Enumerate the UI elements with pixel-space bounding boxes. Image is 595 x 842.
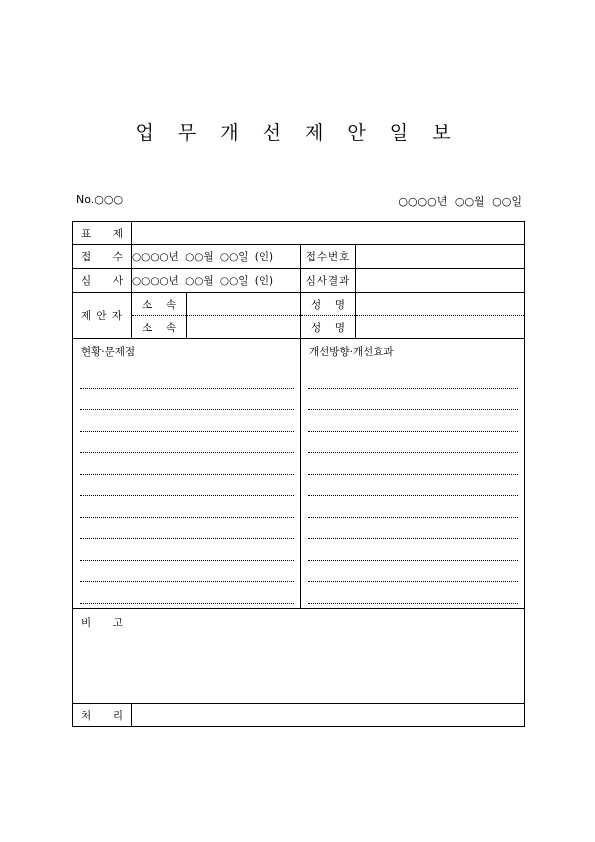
review-date[interactable]: ○○○○년 ○○월 ○○일 (인) (132, 269, 301, 293)
subject-row (73, 222, 525, 245)
improvement-lines (308, 367, 518, 604)
receipt-row (73, 245, 525, 269)
current-issues-title: 현황·문제점 (81, 346, 136, 358)
processing-label: 처 리 (73, 704, 132, 727)
dept-field-1[interactable] (187, 293, 301, 316)
document-title: 업 무 개 선 제 안 일 보 (135, 122, 460, 144)
improvement-title: 개선방향·개선효과 (309, 346, 394, 358)
proposer-label: 제 안 자 (73, 293, 132, 339)
review-label: 심 사 (73, 269, 132, 293)
subject-field[interactable] (132, 222, 525, 245)
proposer-row-1 (73, 293, 525, 316)
review-row (73, 269, 525, 293)
processing-row (73, 704, 525, 727)
name-label-2: 성 명 (301, 316, 356, 339)
receipt-number-label: 접수번호 (301, 245, 356, 269)
review-result-label: 심사결과 (301, 269, 356, 293)
remarks-section[interactable] (73, 609, 525, 704)
processing-field[interactable] (132, 704, 525, 727)
review-result-field[interactable] (356, 269, 525, 293)
current-issues-lines (80, 367, 294, 604)
remarks-row (73, 609, 525, 704)
dept-label-1: 소 속 (132, 293, 187, 316)
receipt-number-field[interactable] (356, 245, 525, 269)
receipt-label: 접 수 (73, 245, 132, 269)
dept-field-2[interactable] (187, 316, 301, 339)
document-date: ○○○○년 ○○월 ○○일 (398, 195, 522, 208)
document-number: No.○○○ (76, 193, 124, 206)
remarks-label: 비 고 (81, 617, 123, 629)
name-field-2[interactable] (356, 316, 525, 339)
proposer-row-2 (73, 316, 525, 339)
dept-label-2: 소 속 (132, 316, 187, 339)
improvement-section[interactable] (301, 339, 525, 609)
subject-label: 표 제 (73, 222, 132, 245)
proposal-form (72, 221, 525, 727)
name-label-1: 성 명 (301, 293, 356, 316)
content-row (73, 339, 525, 609)
name-field-1[interactable] (356, 293, 525, 316)
receipt-date[interactable]: ○○○○년 ○○월 ○○일 (인) (132, 245, 301, 269)
current-issues-section[interactable] (73, 339, 301, 609)
